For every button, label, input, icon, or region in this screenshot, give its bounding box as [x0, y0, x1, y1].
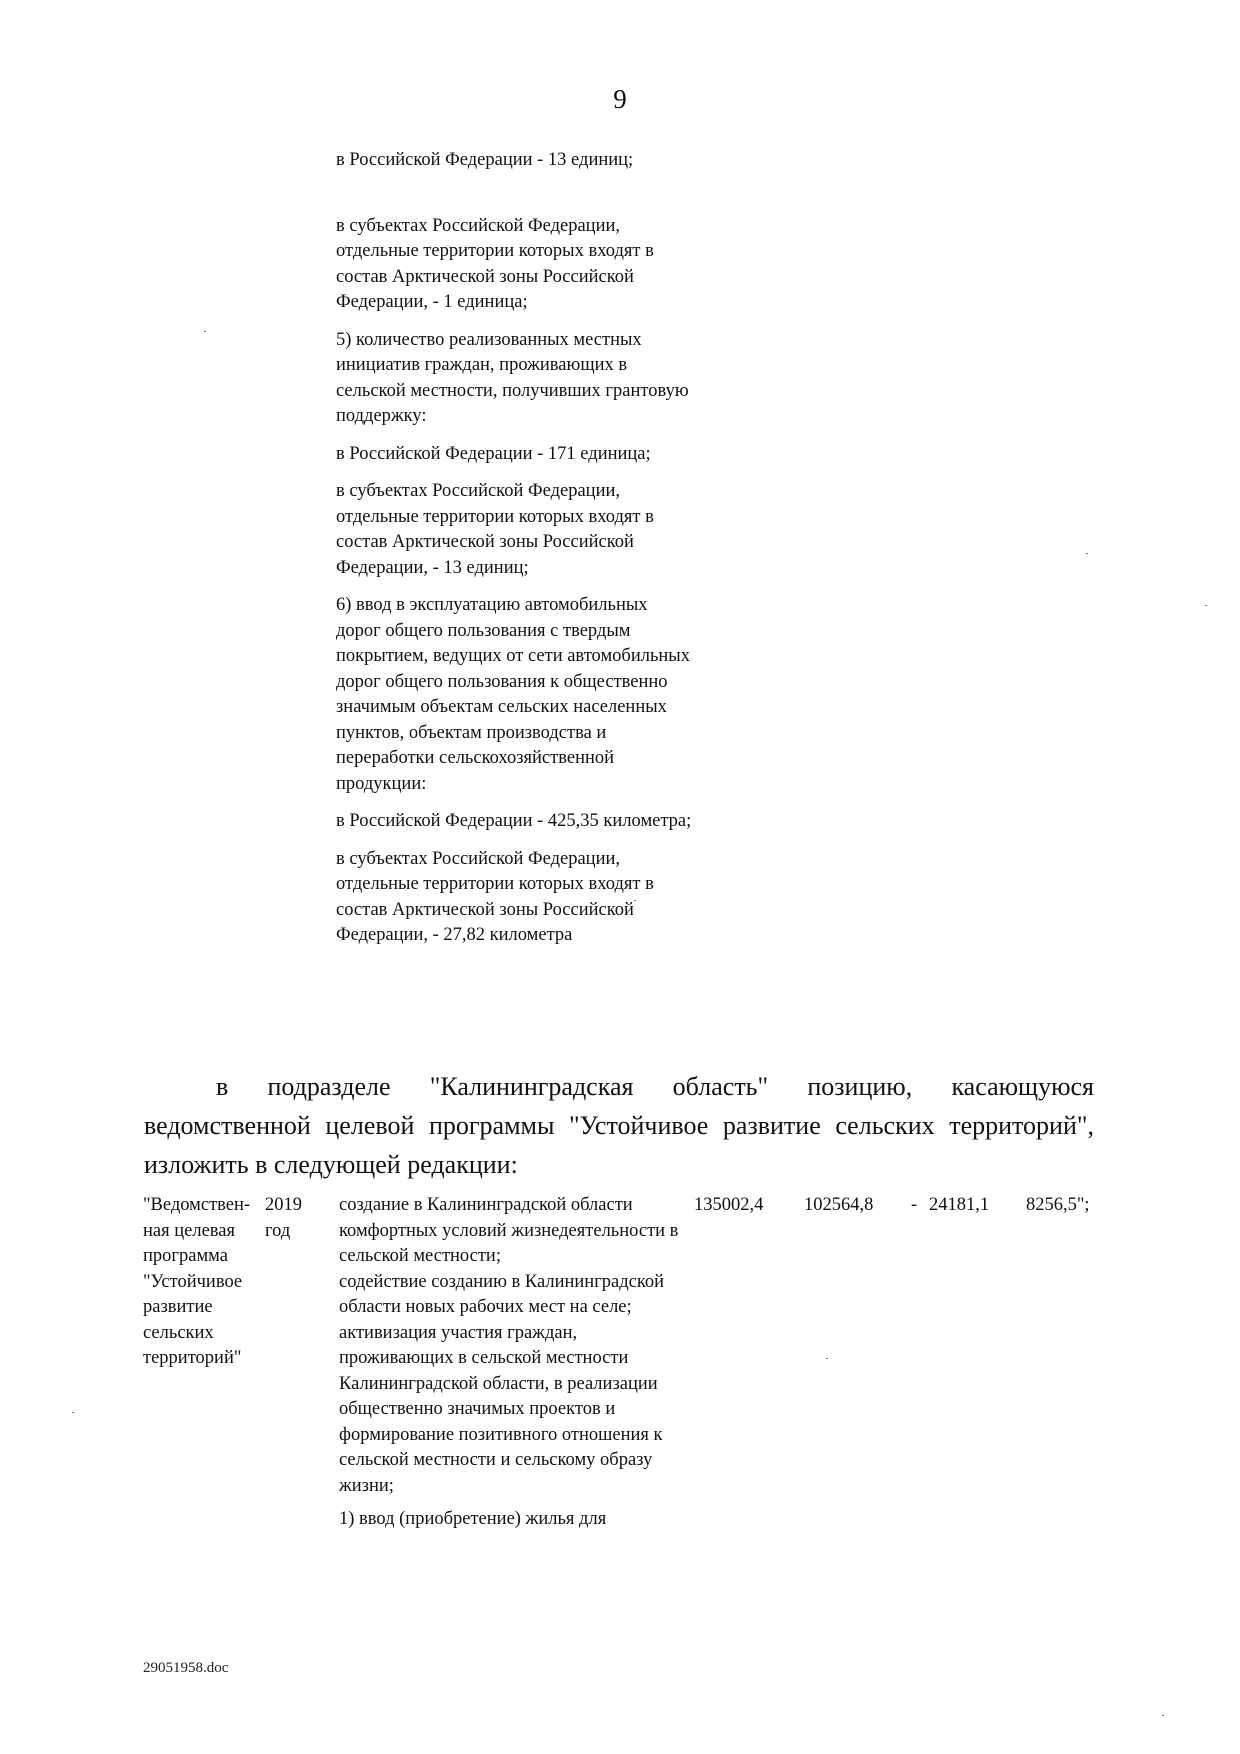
indicator-text-block [336, 148, 696, 961]
scan-speck [204, 331, 206, 332]
indicator-line: в Российской Федерации - 425,35 километра; [336, 811, 692, 831]
indicator-line: в Российской Федерации - 13 единиц; [336, 150, 634, 170]
scan-speck [826, 1358, 828, 1359]
indicator-line: 5) количество реализованных местных инициатив граждан, проживающих в сельской местности, получивших грантовую поддержку: [336, 329, 689, 426]
program-description-cell [339, 1193, 679, 1541]
page-number: 9 [613, 84, 627, 114]
value-federal: 102564,8 [804, 1195, 874, 1215]
program-goal: создание в Калининградской области комфортных условий жизнедеятельности в сельской местности; [339, 1195, 679, 1266]
scan-speck [634, 900, 636, 901]
value-total: 135002,4 [694, 1195, 764, 1215]
scan-speck [1205, 605, 1207, 606]
value-regional: 24181,1 [929, 1195, 990, 1215]
amendment-paragraph: в подразделе "Калининградская область" позицию, касающуюся ведомственной целевой программы "Устойчивое развитие сельских территорий", изложить в следующей редакции: [144, 1072, 1094, 1179]
scan-speck [72, 1412, 74, 1413]
indicator-line: в Российской Федерации - 171 единица; [336, 443, 651, 464]
program-year-cell: 2019 год [265, 1195, 302, 1241]
footer-filename: 29051958.doc [143, 1660, 229, 1676]
program-goal: 1) ввод (приобретение) жилья для [339, 1509, 607, 1529]
scan-speck [1162, 1715, 1164, 1716]
indicator-line: в субъектах Российской Федерации, отдельные территории которых входят в состав Арктической зоны Российской Федерации, - 13 единиц; [336, 481, 654, 578]
scan-speck [1086, 553, 1088, 554]
indicator-line: в субъектах Российской Федерации, отдельные территории которых входят в состав Арктической зоны Российской Федерации, - 1 единица; [336, 215, 654, 312]
program-goal: содействие созданию в Калининградской области новых рабочих мест на селе; [339, 1271, 665, 1317]
program-goal: активизация участия граждан, проживающих в сельской местности Калининградской области, в реализации общественно значимых проектов и формирование позитивного отношения к сельской местности и сельскому образу жизни; [339, 1322, 663, 1496]
program-name-cell: "Ведомствен-ная целевая программа "Устойчивое развитие сельских территорий" [143, 1195, 251, 1368]
value-other: 8256,5"; [1026, 1195, 1090, 1215]
value-dash: - [911, 1195, 918, 1215]
indicator-line: в субъектах Российской Федерации, отдельные территории которых входят в состав Арктической зоны Российской Федерации, - 27,82 километра [336, 848, 654, 945]
indicator-line: 6) ввод в эксплуатацию автомобильных дорог общего пользования с твердым покрытием, ведущих от сети автомобильных дорог общего пользования к общественно значимым объектам сельских населенных пунктов, объектам производства и переработки сельскохозяйственной продукции: [336, 595, 690, 794]
